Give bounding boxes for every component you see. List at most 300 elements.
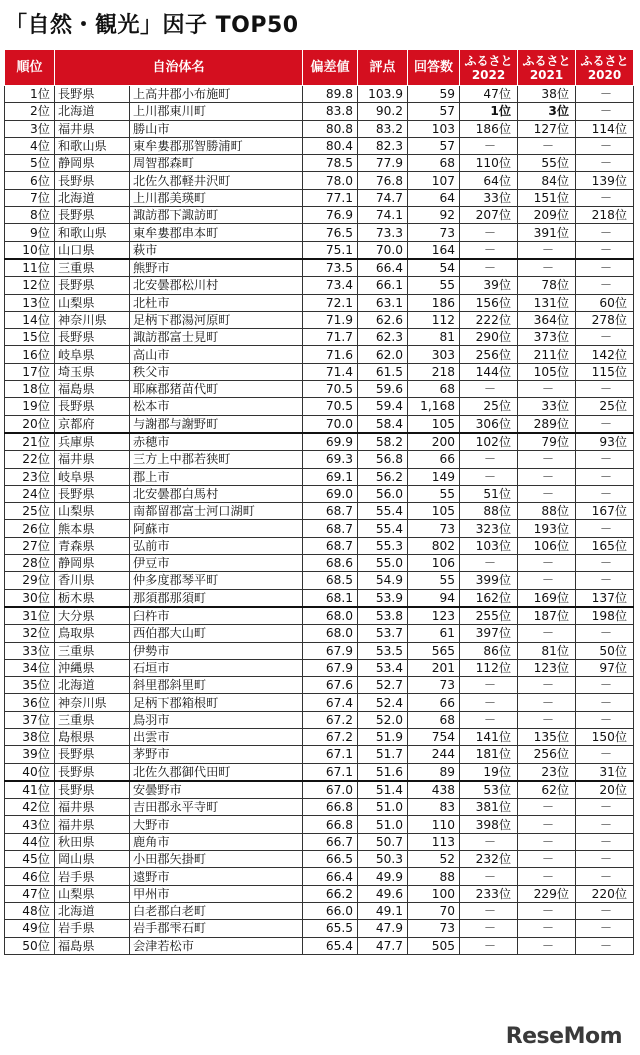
deviation-cell: 67.0: [303, 781, 358, 799]
score-cell: 56.2: [358, 468, 408, 485]
rank-cell: 27位: [5, 537, 55, 554]
deviation-cell: 80.8: [303, 120, 358, 137]
prefecture-cell: 島根県: [55, 728, 130, 745]
score-cell: 76.8: [358, 172, 408, 189]
furusato-2021-cell: －: [518, 241, 576, 259]
responses-cell: 81: [408, 329, 460, 346]
prefecture-cell: 香川県: [55, 572, 130, 589]
deviation-cell: 77.1: [303, 189, 358, 206]
furusato-2021-cell: －: [518, 902, 576, 919]
municipality-cell: 北杜市: [130, 294, 303, 311]
rank-cell: 14位: [5, 311, 55, 328]
municipality-cell: 東牟婁郡那智勝浦町: [130, 137, 303, 154]
furusato-2021-cell: －: [518, 868, 576, 885]
municipality-cell: 鳥羽市: [130, 711, 303, 728]
rank-cell: 7位: [5, 189, 55, 206]
municipality-cell: 石垣市: [130, 659, 303, 676]
furusato-2021-cell: －: [518, 555, 576, 572]
prefecture-cell: 長野県: [55, 172, 130, 189]
furusato-2022-cell: 25位: [460, 398, 518, 415]
prefecture-cell: 福井県: [55, 816, 130, 833]
header-score: 評点: [358, 50, 408, 86]
table-row: [5, 398, 634, 415]
deviation-cell: 66.0: [303, 902, 358, 919]
rank-cell: 19位: [5, 398, 55, 415]
rank-cell: 41位: [5, 781, 55, 799]
furusato-2020-cell: －: [576, 451, 634, 468]
furusato-2020-cell: －: [576, 694, 634, 711]
deviation-cell: 67.6: [303, 677, 358, 694]
score-cell: 51.4: [358, 781, 408, 799]
rank-cell: 2位: [5, 103, 55, 120]
municipality-cell: 上川郡美瑛町: [130, 189, 303, 206]
furusato-2021-cell: －: [518, 485, 576, 502]
prefecture-cell: 福島県: [55, 937, 130, 954]
rank-cell: 17位: [5, 363, 55, 380]
furusato-2022-cell: 86位: [460, 642, 518, 659]
rank-cell: 10位: [5, 241, 55, 259]
prefecture-cell: 北海道: [55, 189, 130, 206]
municipality-cell: 高山市: [130, 346, 303, 363]
score-cell: 82.3: [358, 137, 408, 154]
table-row: [5, 363, 634, 380]
furusato-2021-cell: 209位: [518, 207, 576, 224]
furusato-2020-cell: 60位: [576, 294, 634, 311]
rank-cell: 40位: [5, 763, 55, 781]
responses-cell: 186: [408, 294, 460, 311]
furusato-2021-cell: 151位: [518, 189, 576, 206]
municipality-cell: 郡上市: [130, 468, 303, 485]
furusato-2020-cell: 50位: [576, 642, 634, 659]
responses-cell: 303: [408, 346, 460, 363]
score-cell: 53.9: [358, 589, 408, 607]
furusato-2021-cell: 38位: [518, 86, 576, 103]
furusato-2020-cell: －: [576, 329, 634, 346]
rank-cell: 5位: [5, 155, 55, 172]
furusato-2021-cell: 256位: [518, 746, 576, 763]
rank-cell: 30位: [5, 589, 55, 607]
responses-cell: 52: [408, 851, 460, 868]
furusato-2021-cell: －: [518, 851, 576, 868]
furusato-2022-cell: 233位: [460, 885, 518, 902]
responses-cell: 92: [408, 207, 460, 224]
municipality-cell: 上高井郡小布施町: [130, 86, 303, 103]
prefecture-cell: 鳥取県: [55, 625, 130, 642]
table-row: [5, 659, 634, 676]
table-row: [5, 224, 634, 241]
furusato-2020-cell: －: [576, 816, 634, 833]
deviation-cell: 69.0: [303, 485, 358, 502]
prefecture-cell: 長野県: [55, 207, 130, 224]
deviation-cell: 66.8: [303, 816, 358, 833]
prefecture-cell: 長野県: [55, 763, 130, 781]
deviation-cell: 68.0: [303, 625, 358, 642]
furusato-2020-cell: －: [576, 833, 634, 850]
furusato-2021-cell: －: [518, 937, 576, 954]
table-row: [5, 485, 634, 502]
table-row: [5, 415, 634, 433]
municipality-cell: 勝山市: [130, 120, 303, 137]
furusato-2021-cell: 88位: [518, 503, 576, 520]
furusato-2020-cell: －: [576, 415, 634, 433]
furusato-2021-cell: 84位: [518, 172, 576, 189]
prefecture-cell: 埼玉県: [55, 363, 130, 380]
furusato-2020-cell: 218位: [576, 207, 634, 224]
deviation-cell: 75.1: [303, 241, 358, 259]
prefecture-cell: 長野県: [55, 746, 130, 763]
table-row: [5, 346, 634, 363]
responses-cell: 123: [408, 607, 460, 625]
municipality-cell: 岩手郡雫石町: [130, 920, 303, 937]
deviation-cell: 83.8: [303, 103, 358, 120]
table-row: [5, 329, 634, 346]
rank-cell: 44位: [5, 833, 55, 850]
prefecture-cell: 山梨県: [55, 503, 130, 520]
furusato-2020-cell: －: [576, 468, 634, 485]
rank-cell: 13位: [5, 294, 55, 311]
score-cell: 54.9: [358, 572, 408, 589]
score-cell: 74.1: [358, 207, 408, 224]
rank-cell: 1位: [5, 86, 55, 103]
furusato-2022-cell: 112位: [460, 659, 518, 676]
responses-cell: 201: [408, 659, 460, 676]
page-title: 「自然・観光」因子 TOP50: [5, 13, 299, 38]
rank-cell: 11位: [5, 259, 55, 277]
prefecture-cell: 福井県: [55, 799, 130, 816]
deviation-cell: 68.6: [303, 555, 358, 572]
prefecture-cell: 神奈川県: [55, 311, 130, 328]
table-row: [5, 572, 634, 589]
furusato-2020-cell: －: [576, 746, 634, 763]
municipality-cell: 周智郡森町: [130, 155, 303, 172]
table-row: [5, 259, 634, 277]
responses-cell: 149: [408, 468, 460, 485]
furusato-2022-cell: －: [460, 451, 518, 468]
municipality-cell: 斜里郡斜里町: [130, 677, 303, 694]
responses-cell: 100: [408, 885, 460, 902]
score-cell: 52.7: [358, 677, 408, 694]
prefecture-cell: 大分県: [55, 607, 130, 625]
municipality-cell: 萩市: [130, 241, 303, 259]
table-row: [5, 868, 634, 885]
furusato-2021-cell: －: [518, 920, 576, 937]
responses-cell: 73: [408, 224, 460, 241]
responses-cell: 110: [408, 816, 460, 833]
furusato-2020-cell: －: [576, 711, 634, 728]
prefecture-cell: 三重県: [55, 642, 130, 659]
furusato-2022-cell: 47位: [460, 86, 518, 103]
rank-cell: 28位: [5, 555, 55, 572]
municipality-cell: 松本市: [130, 398, 303, 415]
furusato-2020-cell: 198位: [576, 607, 634, 625]
responses-cell: 438: [408, 781, 460, 799]
deviation-cell: 76.9: [303, 207, 358, 224]
prefecture-cell: 岩手県: [55, 920, 130, 937]
furusato-2022-cell: －: [460, 677, 518, 694]
municipality-cell: 甲州市: [130, 885, 303, 902]
responses-cell: 73: [408, 520, 460, 537]
furusato-2021-cell: 211位: [518, 346, 576, 363]
responses-cell: 73: [408, 677, 460, 694]
deviation-cell: 67.1: [303, 763, 358, 781]
furusato-2022-cell: 306位: [460, 415, 518, 433]
furusato-2020-cell: 20位: [576, 781, 634, 799]
deviation-cell: 69.1: [303, 468, 358, 485]
deviation-cell: 67.2: [303, 728, 358, 745]
furusato-2022-cell: 381位: [460, 799, 518, 816]
table-row: [5, 433, 634, 451]
furusato-2022-cell: －: [460, 920, 518, 937]
deviation-cell: 80.4: [303, 137, 358, 154]
municipality-cell: 安曇野市: [130, 781, 303, 799]
rank-cell: 36位: [5, 694, 55, 711]
furusato-2021-cell: 391位: [518, 224, 576, 241]
table-row: [5, 833, 634, 850]
furusato-2022-cell: －: [460, 241, 518, 259]
header-furusato-2022-year: 2022: [471, 67, 506, 82]
furusato-2020-cell: －: [576, 137, 634, 154]
table-row: [5, 677, 634, 694]
furusato-2021-cell: －: [518, 711, 576, 728]
deviation-cell: 67.9: [303, 659, 358, 676]
rank-cell: 25位: [5, 503, 55, 520]
municipality-cell: 諏訪郡下諏訪町: [130, 207, 303, 224]
responses-cell: 55: [408, 485, 460, 502]
municipality-cell: 北安曇郡白馬村: [130, 485, 303, 502]
table-row: [5, 851, 634, 868]
rank-cell: 46位: [5, 868, 55, 885]
score-cell: 51.0: [358, 799, 408, 816]
rank-cell: 12位: [5, 277, 55, 294]
score-cell: 83.2: [358, 120, 408, 137]
score-cell: 50.3: [358, 851, 408, 868]
furusato-2021-cell: 127位: [518, 120, 576, 137]
rank-cell: 15位: [5, 329, 55, 346]
furusato-2020-cell: －: [576, 241, 634, 259]
table-row: [5, 120, 634, 137]
rank-cell: 22位: [5, 451, 55, 468]
furusato-2022-cell: 53位: [460, 781, 518, 799]
table-row: [5, 763, 634, 781]
furusato-2020-cell: 93位: [576, 433, 634, 451]
furusato-2022-cell: 232位: [460, 851, 518, 868]
score-cell: 53.4: [358, 659, 408, 676]
prefecture-cell: 和歌山県: [55, 137, 130, 154]
prefecture-cell: 福井県: [55, 451, 130, 468]
furusato-2020-cell: －: [576, 555, 634, 572]
deviation-cell: 70.0: [303, 415, 358, 433]
responses-cell: 1,168: [408, 398, 460, 415]
furusato-2022-cell: 162位: [460, 589, 518, 607]
prefecture-cell: 山口県: [55, 241, 130, 259]
rank-cell: 37位: [5, 711, 55, 728]
score-cell: 59.6: [358, 381, 408, 398]
furusato-2021-cell: 123位: [518, 659, 576, 676]
table-row: [5, 155, 634, 172]
prefecture-cell: 岡山県: [55, 851, 130, 868]
furusato-2022-cell: 156位: [460, 294, 518, 311]
furusato-2021-cell: 229位: [518, 885, 576, 902]
rank-cell: 45位: [5, 851, 55, 868]
furusato-2022-cell: －: [460, 555, 518, 572]
deviation-cell: 72.1: [303, 294, 358, 311]
table-row: [5, 642, 634, 659]
rank-cell: 48位: [5, 902, 55, 919]
furusato-2021-cell: 23位: [518, 763, 576, 781]
municipality-cell: 吉田郡永平寺町: [130, 799, 303, 816]
table-row: [5, 607, 634, 625]
municipality-cell: 白老郡白老町: [130, 902, 303, 919]
score-cell: 52.0: [358, 711, 408, 728]
municipality-cell: 北佐久郡軽井沢町: [130, 172, 303, 189]
responses-cell: 59: [408, 86, 460, 103]
municipality-cell: 小田郡矢掛町: [130, 851, 303, 868]
score-cell: 59.4: [358, 398, 408, 415]
score-cell: 58.2: [358, 433, 408, 451]
municipality-cell: 北安曇郡松川村: [130, 277, 303, 294]
deviation-cell: 67.9: [303, 642, 358, 659]
responses-cell: 565: [408, 642, 460, 659]
responses-cell: 73: [408, 920, 460, 937]
rank-cell: 18位: [5, 381, 55, 398]
rank-cell: 34位: [5, 659, 55, 676]
score-cell: 62.6: [358, 311, 408, 328]
furusato-2021-cell: －: [518, 694, 576, 711]
furusato-2020-cell: －: [576, 155, 634, 172]
deviation-cell: 66.7: [303, 833, 358, 850]
prefecture-cell: 和歌山県: [55, 224, 130, 241]
municipality-cell: 茅野市: [130, 746, 303, 763]
furusato-2022-cell: 19位: [460, 763, 518, 781]
responses-cell: 164: [408, 241, 460, 259]
table-row: [5, 799, 634, 816]
furusato-2021-cell: －: [518, 572, 576, 589]
furusato-2020-cell: －: [576, 572, 634, 589]
furusato-2022-cell: 256位: [460, 346, 518, 363]
furusato-2021-cell: 33位: [518, 398, 576, 415]
table-row: [5, 503, 634, 520]
deviation-cell: 66.5: [303, 851, 358, 868]
prefecture-cell: 長野県: [55, 86, 130, 103]
furusato-2020-cell: 114位: [576, 120, 634, 137]
municipality-cell: 足柄下郡湯河原町: [130, 311, 303, 328]
score-cell: 53.5: [358, 642, 408, 659]
responses-cell: 68: [408, 155, 460, 172]
furusato-2021-cell: 79位: [518, 433, 576, 451]
rank-cell: 29位: [5, 572, 55, 589]
municipality-cell: 秩父市: [130, 363, 303, 380]
deviation-cell: 76.5: [303, 224, 358, 241]
deviation-cell: 68.0: [303, 607, 358, 625]
rank-cell: 49位: [5, 920, 55, 937]
furusato-2022-cell: 181位: [460, 746, 518, 763]
rank-cell: 16位: [5, 346, 55, 363]
prefecture-cell: 福島県: [55, 381, 130, 398]
header-furusato-2020-year: 2020: [587, 67, 622, 82]
furusato-2022-cell: －: [460, 833, 518, 850]
table-row: [5, 781, 634, 799]
rank-cell: 39位: [5, 746, 55, 763]
score-cell: 51.7: [358, 746, 408, 763]
score-cell: 50.7: [358, 833, 408, 850]
municipality-cell: 臼杵市: [130, 607, 303, 625]
furusato-2022-cell: 141位: [460, 728, 518, 745]
municipality-cell: 西伯郡大山町: [130, 625, 303, 642]
prefecture-cell: 北海道: [55, 103, 130, 120]
furusato-2021-cell: 373位: [518, 329, 576, 346]
deviation-cell: 71.6: [303, 346, 358, 363]
furusato-2021-cell: －: [518, 451, 576, 468]
furusato-2020-cell: 142位: [576, 346, 634, 363]
responses-cell: 113: [408, 833, 460, 850]
table-row: [5, 920, 634, 937]
responses-cell: 70: [408, 902, 460, 919]
furusato-2022-cell: 397位: [460, 625, 518, 642]
header-furusato-2021-year: 2021: [529, 67, 564, 82]
responses-cell: 505: [408, 937, 460, 954]
header-furusato-2022: [460, 50, 518, 86]
responses-cell: 105: [408, 503, 460, 520]
municipality-cell: 出雲市: [130, 728, 303, 745]
furusato-2020-cell: －: [576, 902, 634, 919]
rank-cell: 43位: [5, 816, 55, 833]
table-row: [5, 746, 634, 763]
municipality-cell: 那須郡那須町: [130, 589, 303, 607]
furusato-2021-cell: －: [518, 137, 576, 154]
municipality-cell: 与謝郡与謝野町: [130, 415, 303, 433]
furusato-2022-cell: 399位: [460, 572, 518, 589]
score-cell: 62.3: [358, 329, 408, 346]
header-municipality: 自治体名: [55, 50, 303, 86]
municipality-cell: 北佐久郡御代田町: [130, 763, 303, 781]
deviation-cell: 73.5: [303, 259, 358, 277]
score-cell: 62.0: [358, 346, 408, 363]
prefecture-cell: 三重県: [55, 711, 130, 728]
furusato-2022-cell: 398位: [460, 816, 518, 833]
score-cell: 49.9: [358, 868, 408, 885]
furusato-2022-cell: 39位: [460, 277, 518, 294]
deviation-cell: 89.8: [303, 86, 358, 103]
score-cell: 66.4: [358, 259, 408, 277]
municipality-cell: 南都留郡富士河口湖町: [130, 503, 303, 520]
municipality-cell: 遠野市: [130, 868, 303, 885]
table-row: [5, 381, 634, 398]
score-cell: 103.9: [358, 86, 408, 103]
rank-cell: 47位: [5, 885, 55, 902]
table-row: [5, 137, 634, 154]
furusato-2021-cell: 3位: [518, 103, 576, 120]
furusato-2022-cell: 144位: [460, 363, 518, 380]
furusato-2022-cell: 255位: [460, 607, 518, 625]
score-cell: 55.0: [358, 555, 408, 572]
municipality-cell: 鹿角市: [130, 833, 303, 850]
score-cell: 51.9: [358, 728, 408, 745]
furusato-2020-cell: －: [576, 520, 634, 537]
furusato-2022-cell: －: [460, 468, 518, 485]
header-deviation: 偏差値: [303, 50, 358, 86]
furusato-2022-cell: －: [460, 694, 518, 711]
furusato-2021-cell: 106位: [518, 537, 576, 554]
furusato-2021-cell: 55位: [518, 155, 576, 172]
furusato-2020-cell: 165位: [576, 537, 634, 554]
furusato-2020-cell: －: [576, 851, 634, 868]
header-furusato-2020-label: ふるさと: [580, 53, 629, 68]
score-cell: 55.4: [358, 503, 408, 520]
responses-cell: 200: [408, 433, 460, 451]
furusato-2020-cell: 167位: [576, 503, 634, 520]
score-cell: 63.1: [358, 294, 408, 311]
furusato-2022-cell: 102位: [460, 433, 518, 451]
